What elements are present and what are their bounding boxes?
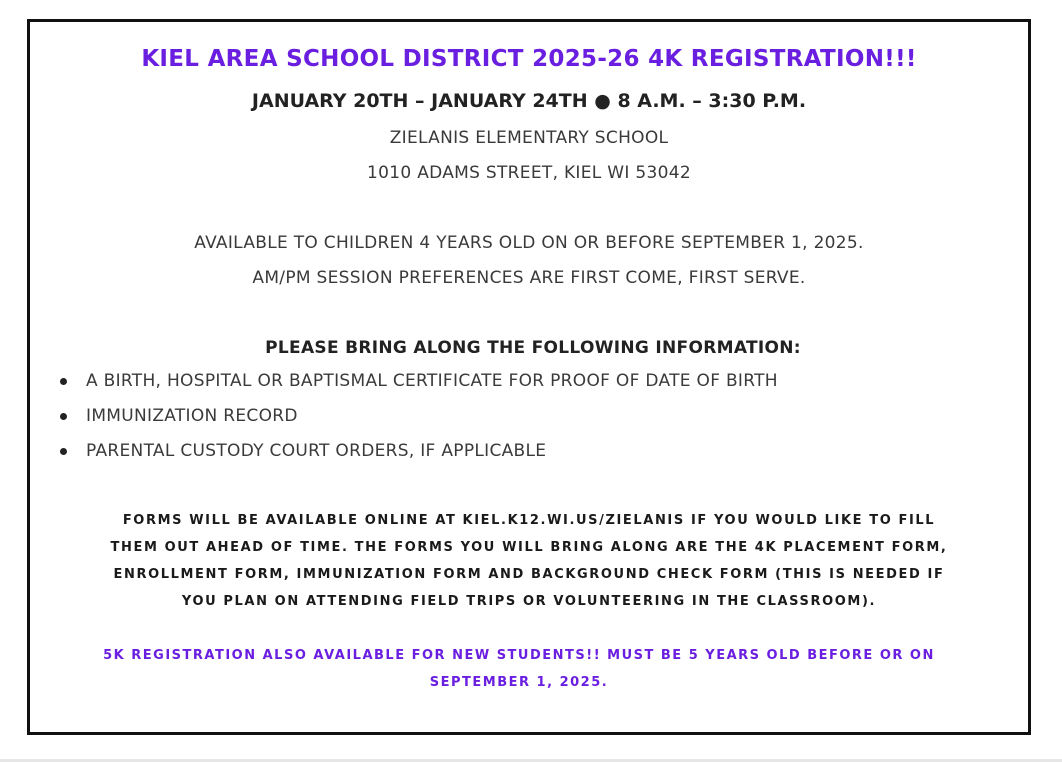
eligibility-line: AM/PM SESSION PREFERENCES ARE FIRST COME, FIRST SERVE. [252,268,806,288]
flyer-title: KIEL AREA SCHOOL DISTRICT 2025-26 4K REGISTRATION!!! [141,46,917,72]
eligibility-line: AVAILABLE TO CHILDREN 4 YEARS OLD ON OR BEFORE SEPTEMBER 1, 2025. [194,233,864,253]
bring-list-item [56,403,778,438]
bring-item-text: IMMUNIZATION RECORD [86,406,298,426]
bring-list-item [56,438,778,473]
bring-item-text: PARENTAL CUSTODY COURT ORDERS, IF APPLICABLE [86,441,547,461]
bullet-icon [60,378,67,385]
registration-flyer [27,19,1031,735]
school-address: 1010 ADAMS STREET, KIEL WI 53042 [367,163,691,183]
school-name: ZIELANIS ELEMENTARY SCHOOL [389,128,669,148]
forms-info-line: YOU PLAN ON ATTENDING FIELD TRIPS OR VOLUNTEERING IN THE CLASSROOM). [181,594,877,609]
bring-item-text: A BIRTH, HOSPITAL OR BAPTISMAL CERTIFICATE FOR PROOF OF DATE OF BIRTH [86,371,778,391]
forms-info-line: THEM OUT AHEAD OF TIME. THE FORMS YOU WILL BRING ALONG ARE THE 4K PLACEMENT FORM, [110,540,948,555]
bring-list-item [56,368,778,403]
registration-dates: JANUARY 20TH – JANUARY 24TH ● 8 A.M. – 3:30 P.M. [251,90,807,112]
bullet-icon [60,413,67,420]
bullet-icon [60,448,67,455]
forms-info-line: FORMS WILL BE AVAILABLE ONLINE AT KIEL.K12.WI.US/ZIELANIS IF YOU WOULD LIKE TO FILL [122,513,936,528]
forms-info-line: ENROLLMENT FORM, IMMUNIZATION FORM AND BACKGROUND CHECK FORM (THIS IS NEEDED IF [113,567,945,582]
fivek-notice-line: SEPTEMBER 1, 2025. [429,675,609,690]
fivek-notice-line: 5K REGISTRATION ALSO AVAILABLE FOR NEW STUDENTS!! MUST BE 5 YEARS OLD BEFORE OR ON [103,648,935,663]
bring-list [56,368,778,473]
bring-heading: PLEASE BRING ALONG THE FOLLOWING INFORMATION: [265,338,801,358]
